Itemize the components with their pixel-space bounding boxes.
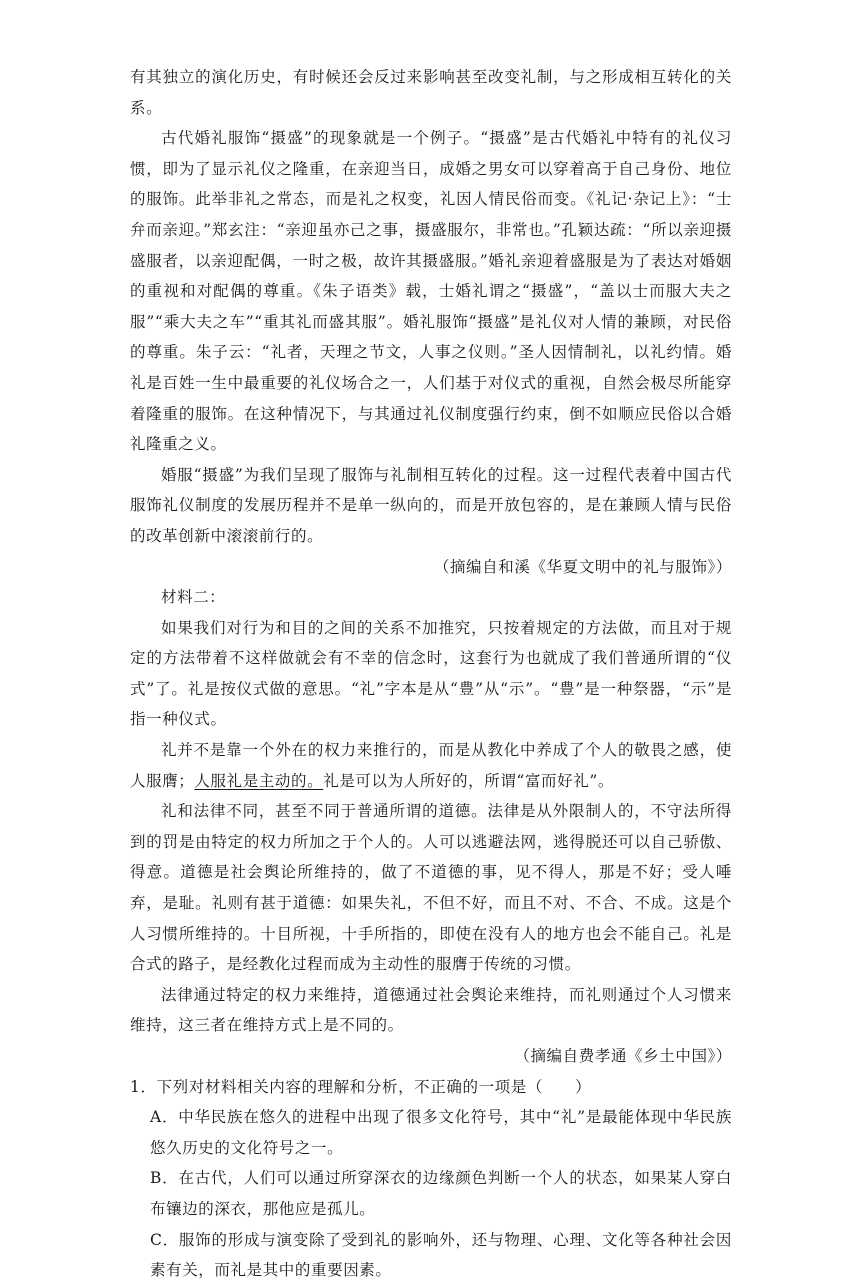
material1-intro-continuation: 有其独立的演化历史，有时候还会反过来影响甚至改变礼制，与之形成相互转化的关系。: [130, 68, 732, 117]
option-c: [130, 1225, 732, 1286]
material1-conclusion-paragraph: 婚服“摄盛”为我们呈现了服饰与礼制相互转化的过程。这一过程代表着中国古代服饰礼仪制度的发展历程并不是单一纵向的，而是开放包容的，是在兼顾人情与民俗的改革创新中滚滚前行的。: [130, 465, 732, 545]
option-a-text: 中华民族在悠久的进程中出现了很多文化符号，其中“礼”是最能体现中华民族悠久历史的文化符号之一。: [150, 1108, 732, 1157]
material2-paragraph-4: 法律通过特定的权力来维持，道德通过社会舆论来维持，而礼则通过个人习惯来维持，这三者在维持方式上是不同的。: [130, 985, 732, 1035]
material1-source: （摘编自和溪《华夏文明中的礼与服饰》）: [433, 557, 732, 576]
material1-shesheng-paragraph: 古代婚礼服饰“摄盛”的现象就是一个例子。“摄盛”是古代婚礼中特有的礼仪习惯，即为了显示礼仪之隆重，在亲迎当日，成婚之男女可以穿着高于自己身份、地位的服饰。此举非礼之常态，而是礼之权变，礼因人情民俗而变。《礼记·杂记上》：“士弁而亲迎。”郑玄注：“亲迎虽亦己之事，摄盛服尔，非常也。”孔颖达疏：“所以亲迎摄盛服者，以亲迎配偶，一时之极，故许其摄盛服。”婚礼亲迎着盛服是为了表达对婚姻的重视和对配偶的尊重。《朱子语类》载，士婚礼谓之“摄盛”，“盖以士而服大夫之服”“乘大夫之车”“重其礼而盛其服”。婚礼服饰“摄盛”是礼仪对人情的兼顾，对民俗的尊重。朱子云：“礼者，天理之节文，人事之仪则。”圣人因情制礼，以礼约情。婚礼是百姓一生中最重要的礼仪场合之一，人们基于对仪式的重视，自然会极尽所能穿着隆重的服饰。在这种情况下，与其通过礼仪制度强行约束，倒不如顺应民俗以合婚礼隆重之义。: [130, 129, 732, 454]
option-b-label: B．: [150, 1169, 179, 1188]
material2-paragraph-1: 如果我们对行为和目的之间的关系不加推究，只按着规定的方法做，而且对于规定的方法带着不这样做就会有不幸的信念时，这套行为也就成了我们普通所谓的“仪式”了。礼是按仪式做的意思。“礼”字本是从“豊”从“示”。“豊”是一种祭器，“示”是指一种仪式。: [130, 618, 732, 729]
question-1-stem: 1．下列对材料相关内容的理解和分析，不正确的一项是（ ）: [130, 1077, 592, 1096]
material2-paragraph-3: 礼和法律不同，甚至不同于普通所谓的道德。法律是从外限制人的，不守法所得到的罚是由特定的权力所加之于个人的。人可以逃避法网，逃得脱还可以自己骄傲、得意。道德是社会舆论所维持的，做了不道德的事，见不得人，那是不好；受人唾弃，是耻。礼则有甚于道德：如果失礼，不但不好，而且不对、不合、不成。这是个人习惯所维持的。十目所视，十手所指的，即使在没有人的地方也会不能自己。礼是合式的路子，是经教化过程而成为主动性的服膺于传统的习惯。: [130, 802, 732, 974]
option-c-text: 服饰的形成与演变除了受到礼的影响外，还与物理、心理、文化等各种社会因素有关，而礼是其中的重要因素。: [150, 1230, 732, 1280]
material2-source: （摘编自费孝通《乡土中国》）: [514, 1047, 732, 1065]
question-1-options: [130, 1102, 732, 1286]
paragraph-2-text-after: 礼是可以为人所好的，所谓“富而好礼”。: [323, 771, 614, 790]
underlined-sentence: 人服礼是主动的。: [194, 771, 324, 790]
material2-heading: 材料二：: [161, 588, 226, 607]
paragraph-2-text-before: 礼并不是靠一个外在的权力来推行的，而是从教化中养成了个人的敬畏之感，使人服膺；: [130, 741, 732, 790]
option-a-label: A．: [150, 1108, 179, 1127]
option-b: [130, 1163, 732, 1224]
material2-paragraph-2: [130, 735, 732, 796]
option-a: [130, 1102, 732, 1163]
option-b-text: 在古代，人们可以通过所穿深衣的边缘颜色判断一个人的状态，如果某人穿白布镶边的深衣，那他应是孤儿。: [150, 1169, 732, 1218]
option-c-label: C．: [150, 1230, 179, 1249]
